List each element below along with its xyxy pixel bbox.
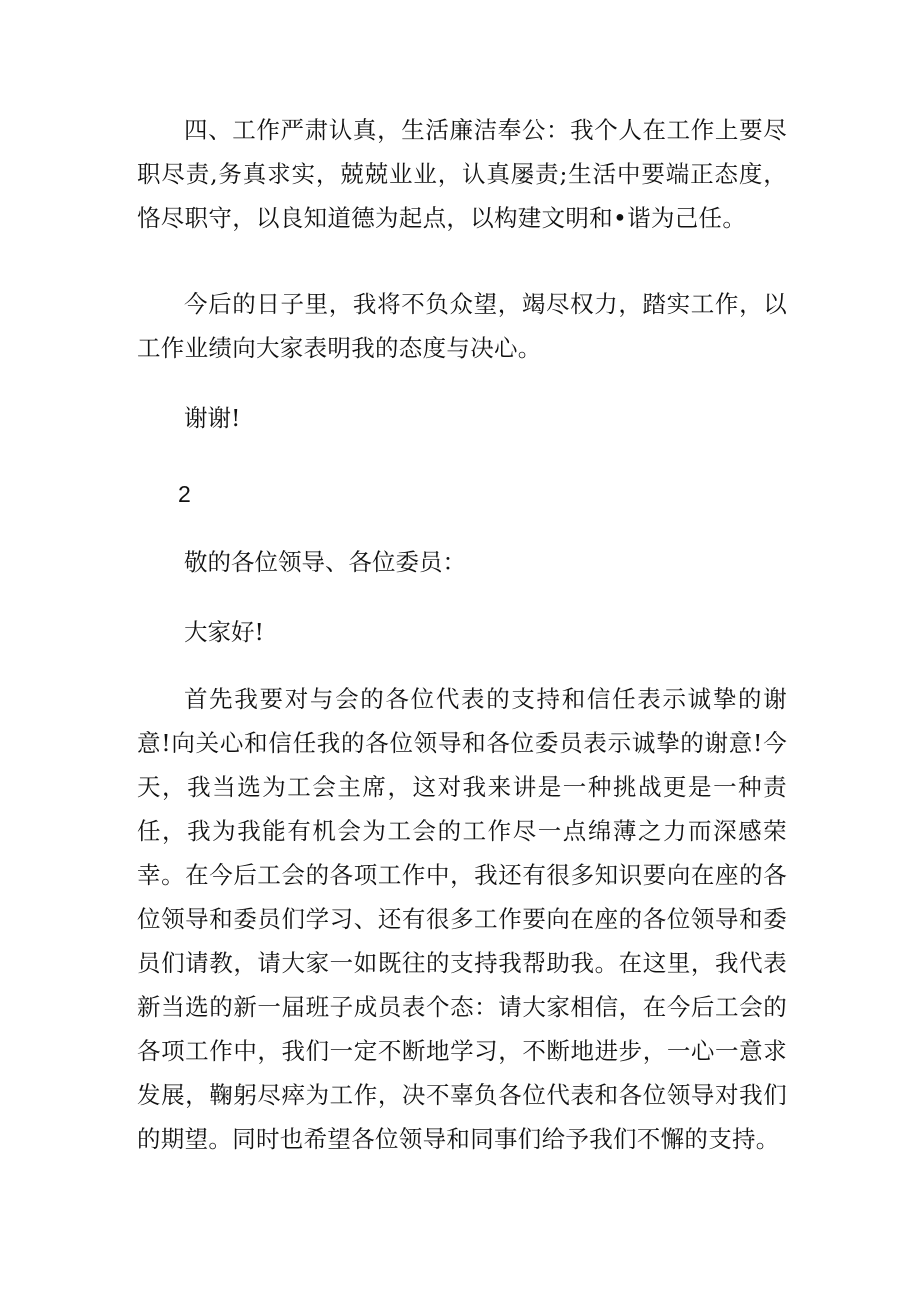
paragraph-work-attitude: 四、工作严肃认真，生活廉洁奉公：我个人在工作上要尽职尽责,务真求实，兢兢业业，认真屡责;生活中要端正态度，恪尽职守，以良知道德为起点，以构建文明和•谐为己任。 xyxy=(137,116,787,232)
paragraph-future-commitment: 今后的日子里，我将不负众望，竭尽权力，踏实工作，以工作业绩向大家表明我的态度与决心。 xyxy=(137,290,787,362)
greeting: 大家好! xyxy=(184,618,264,646)
salutation: 敬的各位领导、各位委员： xyxy=(184,548,466,576)
section-number: 2 xyxy=(178,481,191,507)
paragraph-acceptance-speech: 首先我要对与会的各位代表的支持和信任表示诚挚的谢意!向关心和信任我的各位领导和各位委员表示诚挚的谢意!今天，我当选为工会主席，这对我来讲是一种挑战更是一种责任，我为我能有机会为工会的工作尽一点绵薄之力而深感荣幸。在今后工会的各项工作中，我还有很多知识要向在座的各位领导和委员们学习、还有很多工作要向在座的各位领导和委员们请教，请大家一如既往的支持我帮助我。在这里，我代表新当选的新一届班子成员表个态：请大家相信，在今后工会的各项工作中，我们一定不断地学习，不断地进步，一心一意求发展，鞠躬尽瘁为工作，决不辜负各位代表和各位领导对我们的期望。同时也希望各位领导和同事们给予我们不懈的支持。 xyxy=(137,685,787,1153)
thanks-text: 谢谢! xyxy=(184,404,241,432)
